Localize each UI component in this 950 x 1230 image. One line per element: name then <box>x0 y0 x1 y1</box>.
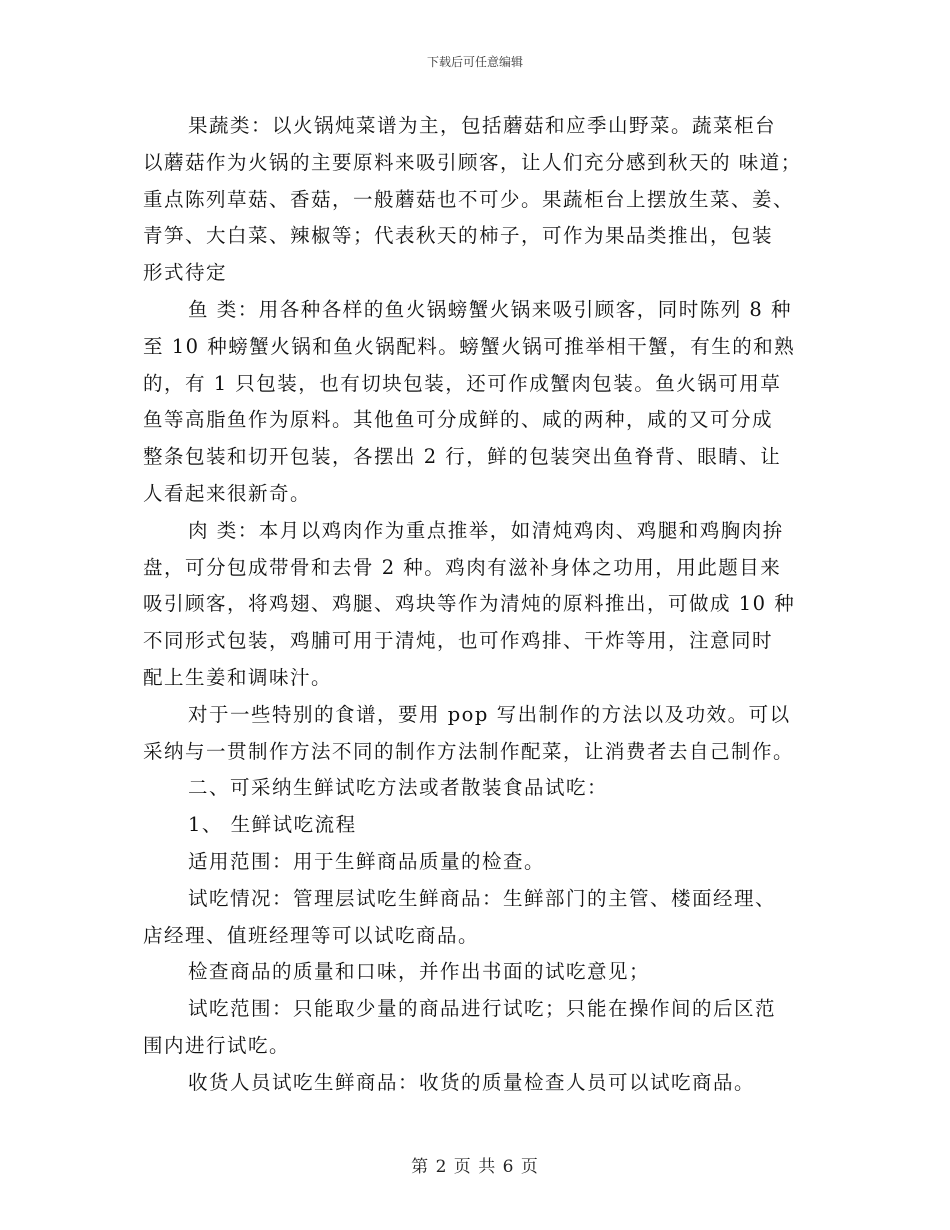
text-line: 人看起来很新奇。 <box>143 481 312 505</box>
text-line: 重点陈列草菇、香菇，一般蘑菇也不可少。果蔬柜台上摆放生菜、姜、 <box>143 187 795 211</box>
text-line: 试吃范围：只能取少量的商品进行试吃；只能在操作间的后区范 <box>188 997 777 1021</box>
text-line: 果蔬类：以火锅炖菜谱为主，包括蘑菇和应季山野菜。蔬菜柜台 <box>188 114 777 137</box>
text-line: 鱼等高脂鱼作为原料。其他鱼可分成鲜的、咸的两种，咸的又可分成 <box>143 408 774 432</box>
page-header: 下载后可任意编辑 <box>426 55 523 69</box>
text-line: 配上生姜和调味汁。 <box>143 665 333 689</box>
text-line: 适用范围：用于生鲜商品质量的检查。 <box>188 849 546 873</box>
text-line: 二、可采纳生鲜试吃方法或者散装食品试吃： <box>188 776 609 800</box>
text-line: 的，有 1 只包装，也有切块包装，还可作成蟹肉包装。鱼火锅可用草 <box>143 371 782 395</box>
text-line: 以蘑菇作为火锅的主要原料来吸引顾客，让人们充分感到秋天的 味道； <box>143 150 802 174</box>
text-line: 试吃情况：管理层试吃生鲜商品：生鲜部门的主管、楼面经理、 <box>188 886 777 910</box>
text-line: 收货人员试吃生鲜商品：收货的质量检查人员可以试吃商品。 <box>188 1070 756 1094</box>
text-line: 围内进行试吃。 <box>143 1033 291 1057</box>
text-line: 盘，可分包成带骨和去骨 2 种。鸡肉有滋补身体之功用，用此题目来 <box>143 555 782 579</box>
text-line: 不同形式包装，鸡脯可用于清炖，也可作鸡排、干炸等用，注意同时 <box>143 629 774 653</box>
text-line: 检查商品的质量和口味，并作出书面的试吃意见； <box>188 960 651 984</box>
page-footer: 第 2 页 共 6 页 <box>411 1157 539 1177</box>
text-line: 对于一些特别的食谱，要用 pop 写出制作的方法以及功效。可以 <box>188 702 791 726</box>
text-line: 形式待定 <box>143 261 228 285</box>
text-line: 采纳与一贯制作方法不同的制作方法制作配菜，让消费者去自己制作。 <box>143 739 795 763</box>
text-line: 吸引顾客，将鸡翅、鸡腿、鸡块等作为清炖的原料推出，可做成 10 种 <box>143 592 796 616</box>
text-line: 青笋、大白菜、辣椒等；代表秋天的柿子，可作为果品类推出，包装 <box>143 224 774 248</box>
text-line: 鱼 类：用各种各样的鱼火锅螃蟹火锅来吸引顾客，同时陈列 8 种 <box>188 297 793 321</box>
document-body <box>143 108 811 1102</box>
text-line: 1、 生鲜试吃流程 <box>188 813 357 837</box>
text-line: 整条包装和切开包装，各摆出 2 行，鲜的包装突出鱼脊背、眼睛、让 <box>143 445 782 469</box>
text-line: 至 10 种螃蟹火锅和鱼火锅配料。螃蟹火锅可推举相干蟹，有生的和熟 <box>143 334 796 358</box>
text-line: 肉 类：本月以鸡肉作为重点推举，如清炖鸡肉、鸡腿和鸡胸肉拚 <box>188 518 784 542</box>
text-line: 店经理、值班经理等可以试吃商品。 <box>143 923 480 947</box>
